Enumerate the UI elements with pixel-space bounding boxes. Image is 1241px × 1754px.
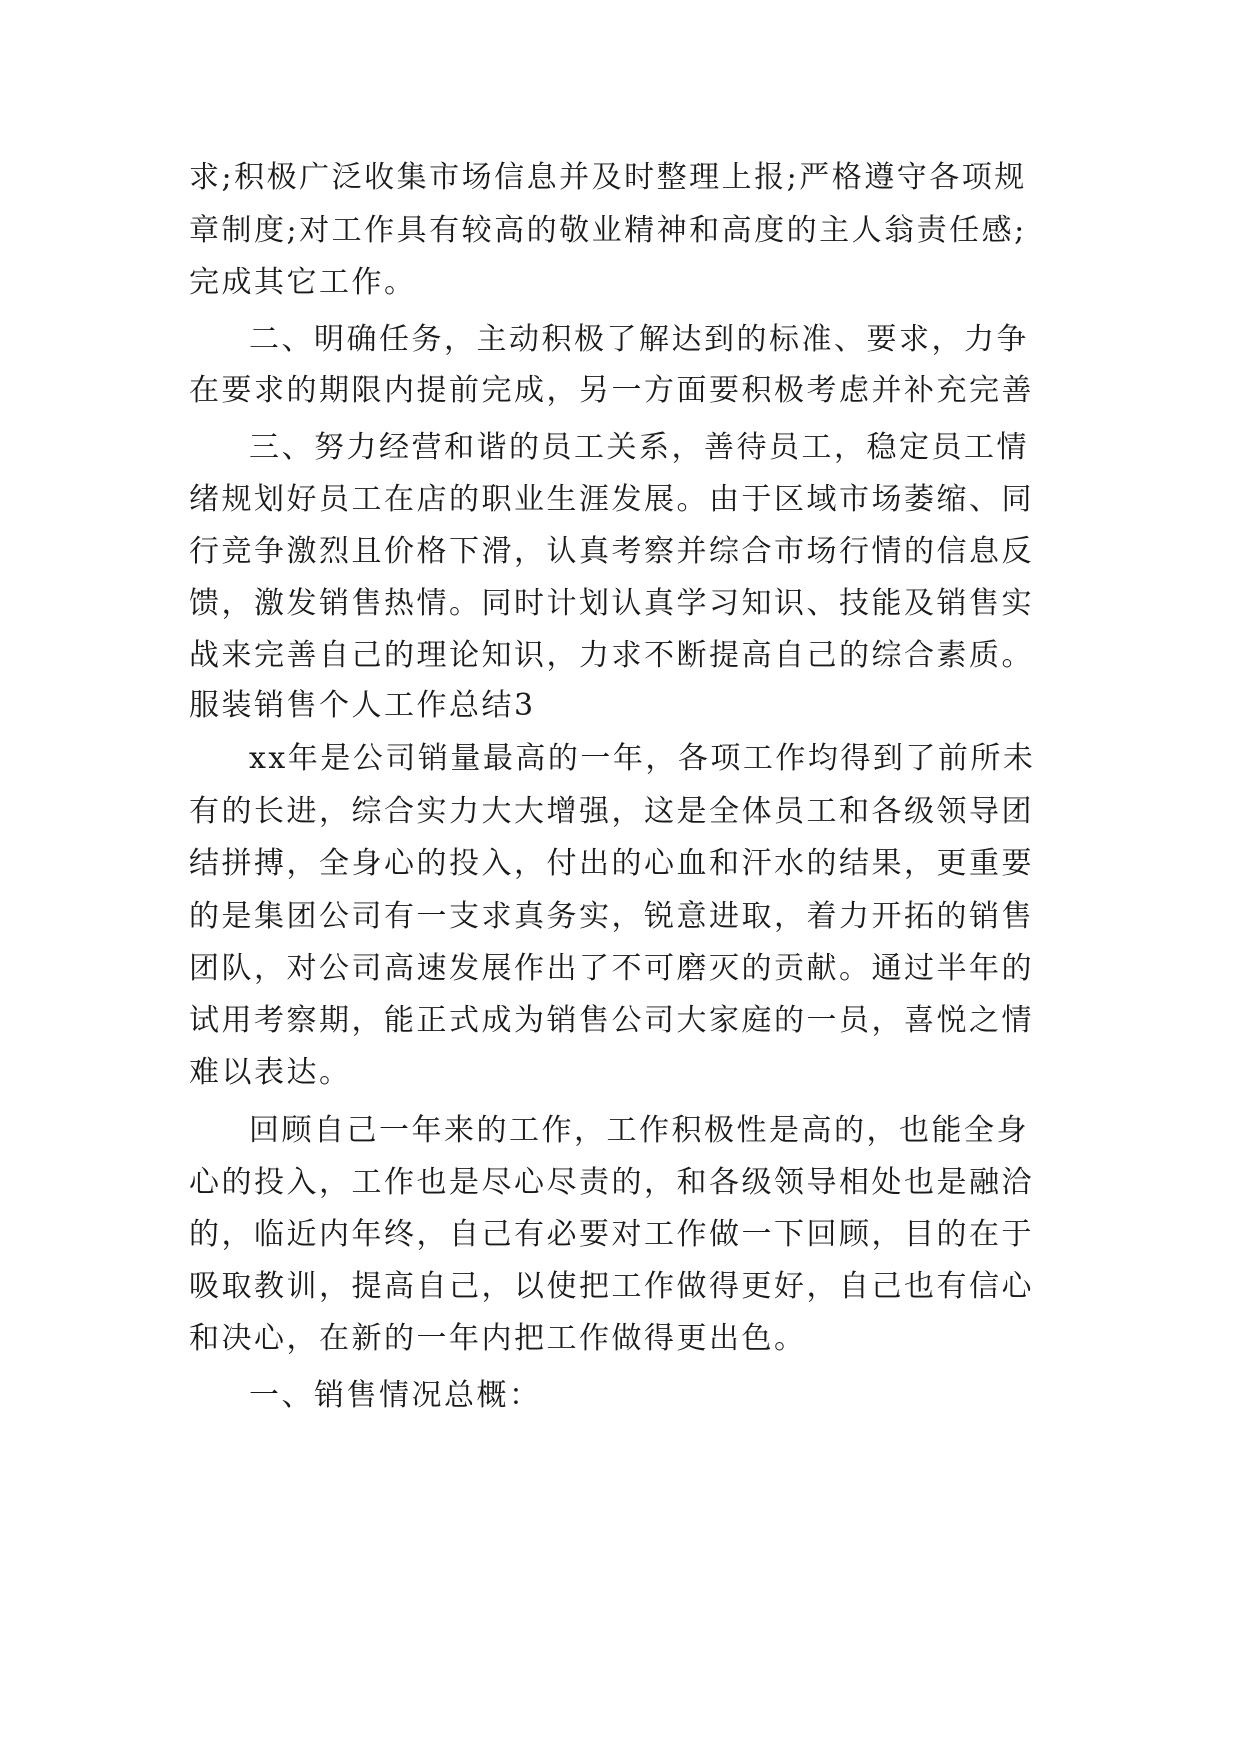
paragraph-first-line: 二、明确任务，主动积极了解达到的标准、要求，力争 xyxy=(249,322,1029,357)
text-line: 完成其它工作。 xyxy=(189,265,417,300)
text-line: 馈，激发销售热情。同时计划认真学习知识、技能及销售实 xyxy=(189,586,1034,621)
text-line: 团队，对公司高速发展作出了不可磨灭的贡献。通过半年的 xyxy=(189,951,1034,986)
text-line: 有的长进，综合实力大大增强，这是全体员工和各级领导团 xyxy=(189,794,1034,829)
text-line: 求;积极广泛收集市场信息并及时整理上报;严格遵守各项规 xyxy=(189,160,1027,195)
subsection-heading: 一、销售情况总概： xyxy=(249,1378,542,1413)
section-heading: 服装销售个人工作总结3 xyxy=(189,688,536,723)
text-line: 和决心，在新的一年内把工作做得更出色。 xyxy=(189,1321,807,1356)
paragraph-first-line: 回顾自己一年来的工作，工作积极性是高的，也能全身 xyxy=(249,1113,1029,1148)
text-line: 战来完善自己的理论知识，力求不断提高自己的综合素质。 xyxy=(189,638,1034,673)
text-line: 的，临近内年终，自己有必要对工作做一下回顾，目的在于 xyxy=(189,1217,1034,1252)
text-line: 章制度;对工作具有较高的敬业精神和高度的主人翁责任感; xyxy=(189,213,1027,248)
text-line: 难以表达。 xyxy=(189,1055,352,1090)
paragraph-first-line: 三、努力经营和谐的员工关系，善待员工，稳定员工情 xyxy=(249,430,1029,465)
text-line: 吸取教训，提高自己，以使把工作做得更好，自己也有信心 xyxy=(189,1269,1034,1304)
text-line: 心的投入，工作也是尽心尽责的，和各级领导相处也是融洽 xyxy=(189,1165,1034,1200)
text-line: 结拼搏，全身心的投入，付出的心血和汗水的结果，更重要 xyxy=(189,846,1034,881)
text-line: 在要求的期限内提前完成，另一方面要积极考虑并补充完善 xyxy=(189,373,1034,408)
text-line: 行竞争激烈且价格下滑，认真考察并综合市场行情的信息反 xyxy=(189,534,1034,569)
text-line: 的是集团公司有一支求真务实，锐意进取，着力开拓的销售 xyxy=(189,899,1034,934)
text-line: 试用考察期，能正式成为销售公司大家庭的一员，喜悦之情 xyxy=(189,1003,1034,1038)
text-line: 绪规划好员工在店的职业生涯发展。由于区域市场萎缩、同 xyxy=(189,482,1034,517)
paragraph-first-line: xx年是公司销量最高的一年，各项工作均得到了前所未 xyxy=(249,741,1036,776)
